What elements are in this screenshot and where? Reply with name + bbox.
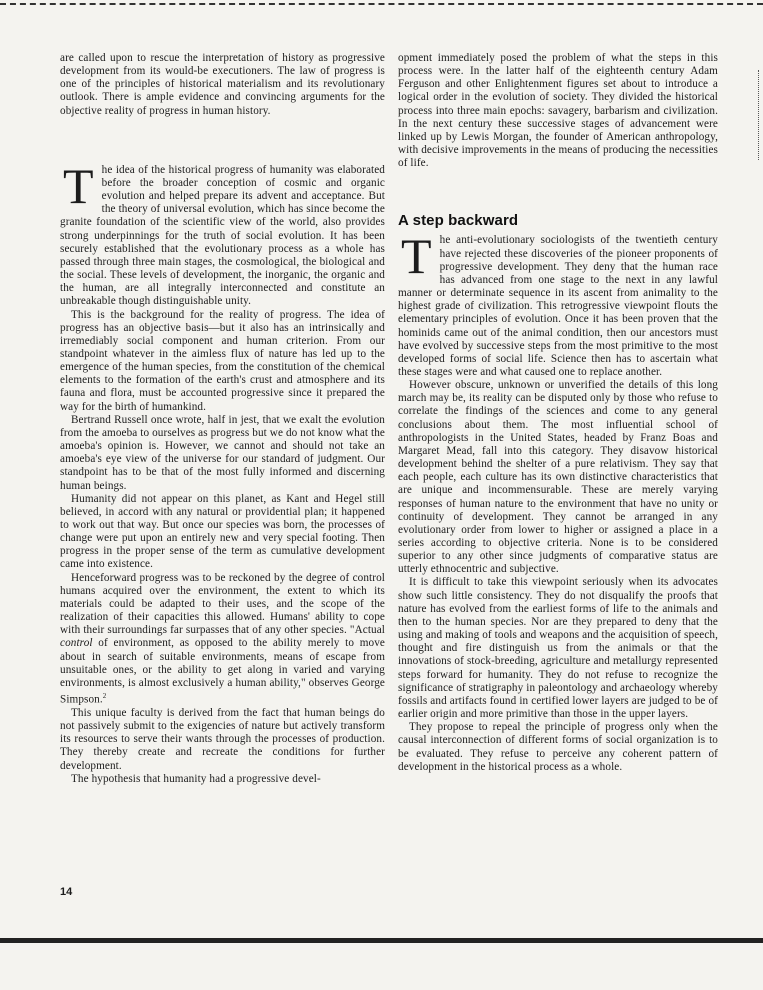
drop-cap: T	[401, 228, 432, 285]
paragraph: Bertrand Russell once wrote, half in jest, that we exalt the evolution from the amoeba to ourselves as progress but we do not know what the amoeba's opinion is. However, we cannot and should not take an amoeba's eye view of the universe for our standard of judgment. Our standpoint has to be that of the most fully informed and discerning human beings.	[60, 413, 385, 492]
paragraph: It is difficult to take this viewpoint seriously when its advocates show such little consistency. They do not disqualify the proofs that nature has evolved from the earliest forms of life to the animals and then to the human species. Nor are they prepared to deny that the using and making of tools and weapons and the acquisition of speech, thought and fire distinguish us from the animals or that the innovations of stock-breeding, agriculture and metallurgy represented steps forward for humanity. They do not refuse to recognize the significance of stratigraphy in paleontology and archaeology whereby fossils and artifacts found in certified lower layers are judged to be of earlier origin and more primitive than those in the upper layers.	[398, 576, 718, 721]
paragraph: This is the background for the reality of progress. The idea of progress has an objective basis—but it also has an intrinsically and irremediably social component and human criterion. From our standpoint whatever in the aimless flux of nature has led up to the emergence of the human species, from the constitution of the chemical elements to the formation of the earth's crust and atmosphere and its fauna and flora, must be accounted progressive since it prepared the way for the birth of humankind.	[60, 308, 385, 413]
margin-marks	[758, 70, 761, 160]
paragraph-text: he idea of the historical progress of humanity was elaborated before the broader conception of cosmic and organic evolution and helped prepare its advent and acceptance. But the theory of universal evolution, which has since become the granite foundation of the scientific view of the world, also provides strong underpinnings for the truth of social evolution. It has been securely established that the evolutionary process as a whole has passed through three main stages, the cosmological, the biological and the social. These levels of development, the inorganic, the organic and the human, are all integrally interconnected and constitute an unbreakable though distinguishable unity.	[60, 163, 385, 308]
section-heading: A step backward	[398, 212, 519, 230]
paragraph: opment immediately posed the problem of what the steps in this process were. In the latter half of the eighteenth century Adam Ferguson and other Enlightenment figures set about to introduce a logical order in the evolution of society. They divided the historical process into three main epochs: savagery, barbarism and civilization. In the next century these successive stages of advancement were linked up by Lewis Morgan, the founder of American anthropology, with decisive improvements in the means of producing the necessities of life.	[398, 52, 718, 170]
paragraph: This unique faculty is derived from the fact that human beings do not passively submit to the exigencies of nature but actively transform its resources to serve their wants through the processes of production. They thereby create and recreate the conditions for further development.	[60, 706, 385, 772]
paragraph-dropcap	[398, 228, 718, 379]
paragraph: They propose to repeal the principle of progress only when the causal interconnection of different forms of social organization is to be evaluated. They refuse to perceive any coherent pattern of development in the historical process as a whole.	[398, 721, 718, 773]
paragraph-dropcap	[60, 157, 385, 309]
drop-cap: T	[63, 157, 94, 214]
footnote-marker: 2	[102, 692, 107, 701]
page-number: 14	[60, 886, 73, 898]
emphasis: control	[60, 637, 93, 650]
paragraph-spacer	[60, 118, 385, 164]
paragraph: Humanity did not appear on this planet, as Kant and Hegel still believed, in accord with any natural or providential plan; it happened to work out that way. But once our species was born, the processes of change were put upon an entirely new and very special footing. Then progress in the proper sense of the term as cumulative development came into existence.	[60, 492, 385, 571]
bottom-rule	[0, 938, 763, 943]
left-column	[60, 52, 385, 786]
paragraph: are called upon to rescue the interpretation of history as progressive development from its would-be executioners. The law of progress is one of the principles of historical materialism and its revolutionary outlook. There is ample evidence and convincing arguments for the objective reality of progress in human history.	[60, 52, 385, 117]
paragraph: However obscure, unknown or unverified the details of this long march may be, its reality can be disputed only by those who refuse to correlate the findings of the sciences and come to any general conclusions about them. The most influential school of anthropologists in the United States, headed by Franz Boas and Margaret Mead, fall into this category. They disavow historical development behind the shelter of a pure relativism. They say that each people, each culture has its own distinctive characteristics that are unique and incommensurable. These are merely varying responses of human nature to the environment that have no unity or continuity of development. They cannot be arranged in any evolutionary order from lower to higher or assigned a place in a series according to objective criteria. None is to be considered superior to any other since judgments of comparative status are utterly ethnocentric and subjective.	[398, 379, 718, 576]
paragraph-spacer	[398, 170, 718, 212]
top-rule	[0, 3, 763, 5]
right-column	[398, 52, 718, 774]
paragraph	[60, 572, 385, 707]
paragraph: The hypothesis that humanity had a progressive devel-	[71, 772, 321, 785]
paragraph-text: of environment, as opposed to the ability merely to move about in search of suitable environments, means of escape from unsuitable ones, or the ability to get along in varied and varying environments, is almost exclusively a human ability," observes George Simpson.	[60, 637, 385, 706]
paragraph-text: he anti-evolutionary sociologists of the twentieth century have rejected these discoveries of the pioneer proponents of progressive development. They deny that the human race has advanced from one stage to the next in any lawful manner or determinate sequence in its ascent from animality to the highest grade of civilization. This retrogressive viewpoint flouts the elementary principles of evolution. Once it has been proven that the hominids came out of the animal condition, then our ancestors must have evolved by successive steps from the most primitive to the most developed forms of social life. Science then has to ascertain what these stages were and what caused one to replace another.	[398, 234, 718, 378]
paragraph-text: Henceforward progress was to be reckoned by the degree of control humans acquired over the environment, the extent to which its materials could be adapted to their uses, and the scope of the realization of their capacities this allowed. Humans' ability to cope with their surroundings far surpasses that of any other species. "Actual	[60, 571, 385, 637]
